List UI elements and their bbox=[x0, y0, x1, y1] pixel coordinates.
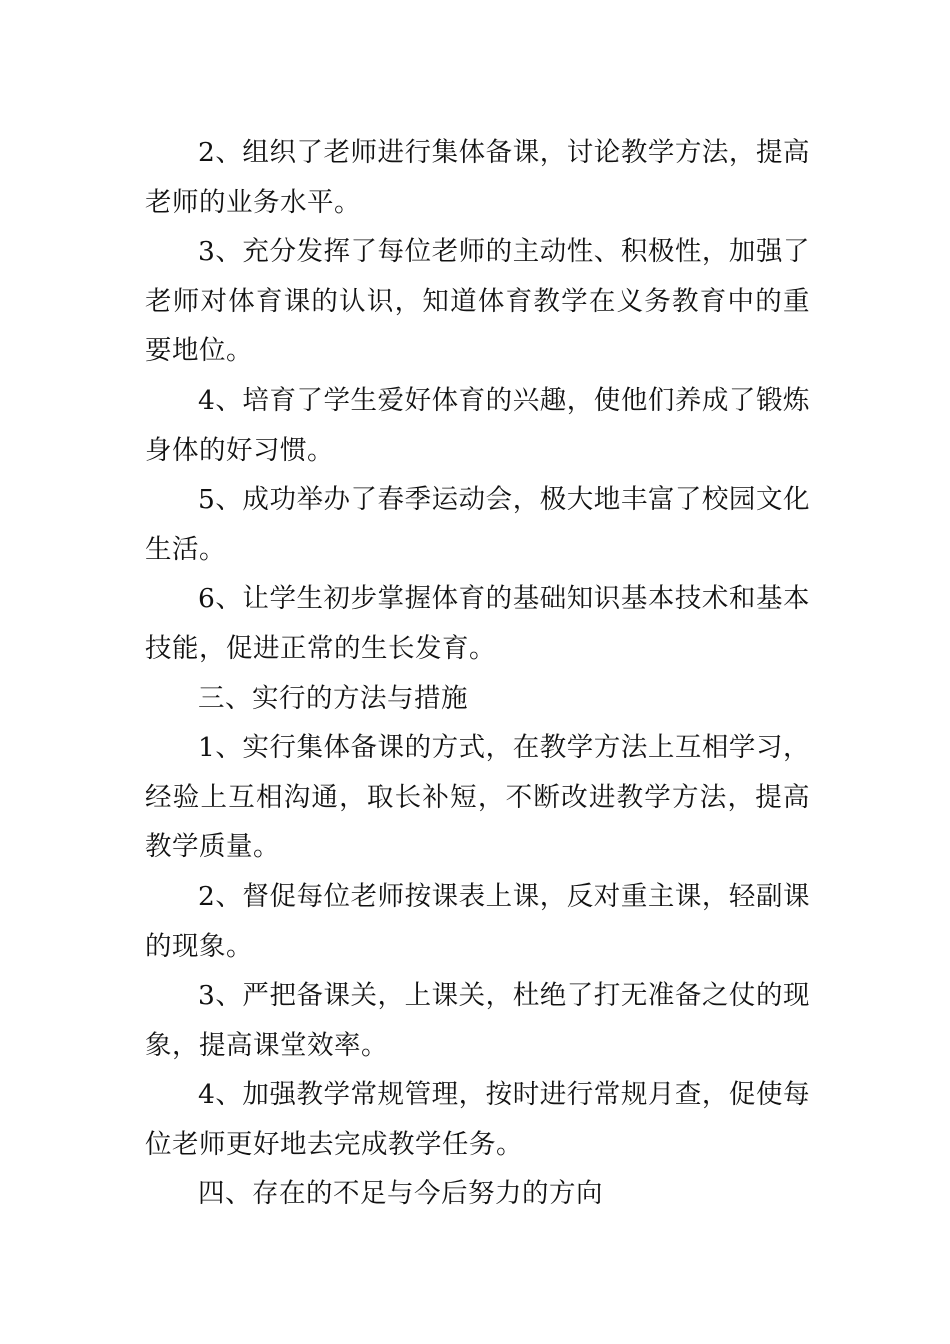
section-heading-shortcomings: 四、存在的不足与今后努力的方向 bbox=[198, 1178, 603, 1210]
paragraph-item-4-routine-management: 4、加强教学常规管理，按时进行常规月查，促使每位老师更好地去完成教学任务。 bbox=[145, 1079, 810, 1160]
paragraph-item-2-timetable: 2、督促每位老师按课表上课，反对重主课，轻副课的现象。 bbox=[145, 880, 810, 962]
paragraph-item-4-student-interest: 4、培育了学生爱好体育的兴趣，使他们养成了锻炼身体的好习惯。 bbox=[145, 384, 810, 466]
section-heading-methods: 三、实行的方法与措施 bbox=[198, 682, 468, 714]
paragraph-item-2-teacher-lesson-prep: 2、组织了老师进行集体备课，讨论教学方法，提高老师的业务水平。 bbox=[145, 137, 810, 218]
paragraph-item-6-basic-skills: 6、让学生初步掌握体育的基础知识基本技术和基本技能，促进正常的生长发育。 bbox=[145, 583, 810, 664]
paragraph-item-3-teacher-initiative: 3、充分发挥了每位老师的主动性、积极性，加强了老师对体育课的认识，知道体育教学在义务教育中的重要地位。 bbox=[145, 236, 810, 367]
paragraph-item-3-prep-check: 3、严把备课关，上课关，杜绝了打无准备之仗的现象，提高课堂效率。 bbox=[145, 980, 810, 1061]
document-body bbox=[145, 128, 810, 1219]
paragraph-item-1-collective-prep: 1、实行集体备课的方式，在教学方法上互相学习，经验上互相沟通，取长补短，不断改进教学方法，提高教学质量。 bbox=[145, 732, 810, 863]
paragraph-item-5-sports-meet: 5、成功举办了春季运动会，极大地丰富了校园文化生活。 bbox=[145, 484, 810, 565]
